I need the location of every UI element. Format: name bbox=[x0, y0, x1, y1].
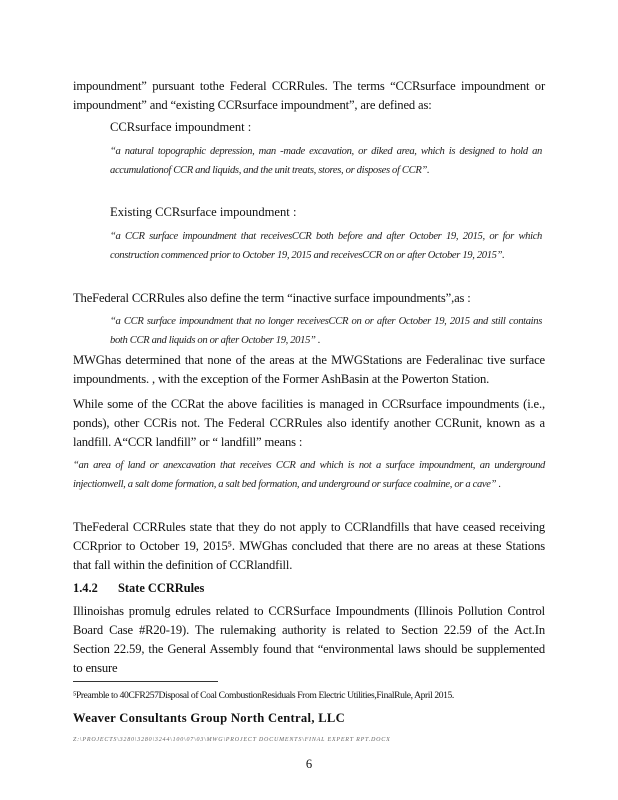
paragraph-mwg-determination: MWGhas determined that none of the areas at the MWGStations are Federalinac tive surface impoundments. , with the exception of the Former AshBasin at the Powerton Station. bbox=[73, 353, 545, 386]
paragraph-inactive-intro: TheFederal CCRRules also define the term “inactive surface impoundments”,as : bbox=[73, 291, 471, 305]
quote-ccr-surface-impoundment: “a natural topographic depression, man -made excavation, or diked area, which is designed to hold an accumulationof CCR and liquids, and the unit treats, stores, or disposes of CCR”. bbox=[110, 146, 542, 176]
quote-ccr-landfill: “an area of land or anexcavation that receives CCR and which is not a surface impoundment, an underground injectionwell, a salt dome formation, a salt bed formation, and underground or surface coalmine, or a cave” . bbox=[73, 460, 545, 490]
page-number: 6 bbox=[305, 757, 313, 771]
firm-footer: Weaver Consultants Group North Central, LLC bbox=[73, 711, 346, 725]
section-title: State CCRRules bbox=[118, 581, 205, 595]
paragraph-landfill-intro: While some of the CCRat the above facilities is managed in CCRsurface impoundments (i.e., ponds), other CCRis not. The Federal CCRRules also identify another CCRunit, known as a landfill. A“CCR landfill” or “ landfill” means : bbox=[73, 397, 545, 449]
term-label-existing-impoundment: Existing CCRsurface impoundment : bbox=[110, 205, 297, 219]
quote-existing-impoundment: “a CCR surface impoundment that receivesCCR both before and after October 19, 2015, or for which construction commenced prior to October 19, 2015 and receivesCCR on or after October 19, 2015”. bbox=[110, 231, 542, 261]
section-number: 1.4.2 bbox=[73, 581, 98, 595]
section-heading-1-4-2 bbox=[73, 581, 204, 596]
paragraph-definitions-intro: impoundment” pursuant tothe Federal CCRRules. The terms “CCRsurface impoundment or impoundment” and “existing CCRsurface impoundment”, are defined as: bbox=[73, 79, 545, 112]
paragraph-landfill-conclusion: TheFederal CCRRules state that they do not apply to CCRlandfills that have ceased receiving CCRprior to October 19, 2015⁵. MWGhas concluded that there are no areas at these Stations that fall within the definition of CCRlandfill. bbox=[73, 520, 545, 572]
term-label-ccr-surface-impoundment: CCRsurface impoundment : bbox=[110, 120, 252, 134]
file-path-footer: Z:\PROJECTS\3280\3280\3244\100\07\03\MWG\PROJECT DOCUMENTS\FINAL EXPERT RPT.DOCX bbox=[73, 737, 391, 743]
footnote-divider bbox=[73, 681, 218, 682]
quote-inactive-impoundment: “a CCR surface impoundment that no longer receivesCCR on or after October 19, 2015 and still contains both CCR and liquids on or after October 19, 2015” . bbox=[110, 316, 542, 346]
paragraph-illinois-rules: Illinoishas promulg edrules related to CCRSurface Impoundments (Illinois Pollution Control Board Case #R20-19). The rulemaking authority is related to Section 22.59 of the Act.In Section 22.59, the General Assembly found that “environmental laws should be supplemented to ensure bbox=[73, 604, 545, 675]
footnote-5: ⁵Preamble to 40CFR257Disposal of Coal CombustionResiduals From Electric Utilities,FinalRule, April 2015. bbox=[73, 690, 454, 701]
